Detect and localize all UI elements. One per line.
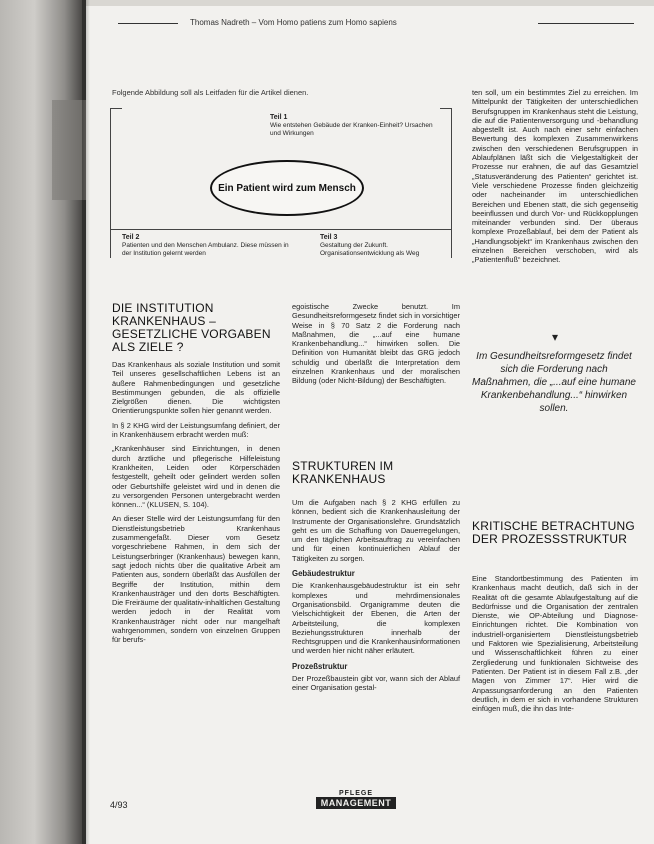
logo-bottom-text: MANAGEMENT <box>316 797 396 809</box>
column-2-bottom <box>292 498 460 698</box>
diagram-part-2 <box>122 234 292 258</box>
part-2-title: Teil 2 <box>122 234 140 241</box>
spine-shadow <box>82 0 90 844</box>
figure-caption: Folgende Abbildung soll als Leitfaden für die Artikel dienen. <box>112 88 309 97</box>
part-1-text: Wie entstehen Gebäude der Kranken-Einheit? Ursachen und Wirkungen <box>270 122 433 137</box>
heading-kritische-betrachtung: KRITISCHE BETRACHTUNG DER PROZESSSTRUKTUR <box>472 519 635 546</box>
diagram-frame-right <box>451 108 452 258</box>
col2-paragraph-2: Um die Aufgaben nach § 2 KHG erfüllen zu können, bedient sich die Krankenhausleitung der Instrumente der Organisationslehre. Grundsätzlich geht es um die Schaffung von Dauerregelungen, um den täglichen Arbeitsauftrag zu vereinfachen und für einen kontinuierlichen Ablauf der Tätigkeiten zu sorgen. <box>292 498 460 563</box>
col2-paragraph-3: Die Krankenhausgebäudestruktur ist ein sehr komplexes und mehrdimensionales Organisationsbild. Organigramme deuten die Vielschichtigkeit der Ebenen, die Arten der Arbeitsteilung, die komplexen Beziehungsstrukturen innerhalb der Rechtsgruppen und die Krankenhausinformationen und werden hier nicht näher erläutert. <box>292 581 460 656</box>
magazine-logo <box>316 790 396 809</box>
diagram-center-text: Ein Patient wird zum Mensch <box>218 182 356 194</box>
running-head: Thomas Nadreth – Vom Homo patiens zum Homo sapiens <box>190 18 397 27</box>
col2-paragraph-4: Der Prozeßbaustein gibt vor, wann sich der Ablauf einer Organisation gestal- <box>292 674 460 693</box>
diagram <box>110 102 452 266</box>
logo-top-text: PFLEGE <box>338 790 373 797</box>
diagram-frame-top-left <box>110 108 122 109</box>
column-2-top <box>292 302 460 391</box>
subheading-prozessstruktur: Prozeßstruktur <box>292 661 348 671</box>
col1-paragraph-3: „Krankenhäuser sind Einrichtungen, in denen durch ärztliche und pflegerische Hilfeleistung Krankheiten, Leiden oder Körperschäden festgestellt, geheilt oder gelindert werden sollen oder Geburtshilfe geleistet wird und in denen die zu versorgenden Personen untergebracht werden können...“ (KLUSEN, S. 104). <box>112 444 280 510</box>
col1-paragraph-4: An dieser Stelle wird der Leistungsumfang für den Dienstleistungsbetrieb Krankenhaus zusammengefaßt. Dieser vom Gesetz vorgeschriebene Rahmen, in dem sich der Leistungserbringer (Krankenhaus) bewegen kann, sagt jedoch nichts über die qualitative Arbeit am Patienten aus, sondern überläßt das Ausfüllen der Begriffe der Institution, mithin dem Krankenhausträger und den dorts Beschäftigten. Die Freiräume der qualitativ-inhaltlichen Gestaltung werden jedoch in der Realität vom Krankenhausträger nicht oder nur mangelhaft wahrgenommen, sondern von einzelnen Gruppen für berufs- <box>112 514 281 645</box>
column-1 <box>112 360 280 650</box>
col1-paragraph-2: In § 2 KHG wird der Leistungsumfang definiert, der in Krankenhäusern erbracht werden muß: <box>112 420 280 440</box>
diagram-center-oval <box>210 160 364 216</box>
diagram-divider <box>110 229 452 230</box>
header-rule-left <box>118 23 178 24</box>
heading-institution: DIE INSTITUTION KRANKENHAUS – GESETZLICHE VORGABEN ALS ZIELE ? <box>112 301 271 354</box>
col1-paragraph-1: Das Krankenhaus als soziale Institution und somit Teil unseres gesellschaftlichen Lebens ist an äußere Rahmenbedingungen und gesetzliche Bestimmungen gebunden, die als offizielle Zielgrößen dienen. Die wichtigsten Orientierungspunkte sollen hier genannt werden. <box>112 360 280 416</box>
col3-paragraph-2: Eine Standortbestimmung des Patienten im Krankenhaus macht deutlich, daß sich in der Realität oft die gesamte Ablaufgestaltung auf die Bedürfnisse und die Organisation der zentralen Dienste, wie OP-Abteilung und Diagnose-Einrichtungen richtet. Die Kombination von industriell-organisiertem Dienstleistungsbetrieb und Faktoren wie Spezialisierung, Arbeitsteilung und Wissenschaftlichkeit führen zu einer Zergliederung und funktionalen Sichtweise des Patienten. Der Patient ist in diesem Fall z.B. „der Magen von Zimmer 17“. Hier wird die Anpassungsanforderung an den Patienten deutlich, in dem er sich in vorhandene Strukturen einfügen muß, die ihn das Inte- <box>472 574 638 714</box>
part-1-title: Teil 1 <box>270 114 288 121</box>
page-number: 4/93 <box>110 800 128 810</box>
column-3-bottom <box>472 574 638 718</box>
part-2-text: Patienten und den Menschen Ambulanz. Diese müssen in der Institution gelernt werden <box>122 242 289 257</box>
heading-strukturen: STRUKTUREN IM KRANKENHAUS <box>292 459 394 486</box>
col3-paragraph-1: ten soll, um ein bestimmtes Ziel zu erreichen. Im Mittelpunkt der Tätigkeiten der unterschiedlichen Berufsgruppen im Krankenhaus steht die Leistung, die auf die Patientenversorgung und -behandlung abgestellt ist. Auch nach einer sehr einfachen Bewertung des komplexen Zusammenwirkens zwischen den verschiedenen Berufsgruppen in Ablaufplänen läßt sich die Vielgestaltigkeit der Prozesse nur erahnen, die auf das Gesamtziel „Statusveränderung des Patienten“ gerichtet ist. Viele verschiedene Prozesse finden gleichzeitig oder nacheinander im unterschiedlichen Bereichen und Ebenen statt, die sich gegenseitig beeinflussen und durch Vor- und Rückkopplungen miteinander verbunden sind. Der überaus komplexe Prozeßablauf, bei dem der Patient als „Handlungsobjekt“ im Krankenhaus zwischen den einzelnen Bereichen verschoben, wird als „Patientenfluß“ bezeichnet. <box>472 88 638 265</box>
part-3-title: Teil 3 <box>320 234 338 241</box>
pull-quote: Im Gesundheitsreformgesetz findet sich die Forderung nach Maßnahmen, die „...auf eine humane Krankenbehandlung...“ hinwirken sollen. <box>472 351 636 414</box>
header-rule-right <box>538 23 634 24</box>
col2-paragraph-1: egoistische Zwecke benutzt. Im Gesundheitsreformgesetz findet sich in vorsichtiger Weise in § 70 Satz 2 die Forderung nach Maßnahmen, die „...auf eine humane Krankenbehandlung...“ hinwirken sollen. Die Definition von Humanität bleibt das GRG jedoch schuldig und überläßt die Interpretation dem einzelnen Krankenhaus und der moralischen Bildung (oder Nicht-Bildung) der Beschäftigten. <box>292 302 460 386</box>
diagram-frame-left <box>110 108 111 258</box>
column-3-top <box>472 88 638 270</box>
part-3-text: Gestaltung der Zukunft. Organisationsentwicklung als Weg <box>320 242 420 257</box>
subheading-gebaeudestruktur: Gebäudestruktur <box>292 569 355 579</box>
quote-marker: ▾ <box>552 330 559 344</box>
diagram-part-1 <box>270 114 440 138</box>
diagram-part-3 <box>320 234 450 258</box>
